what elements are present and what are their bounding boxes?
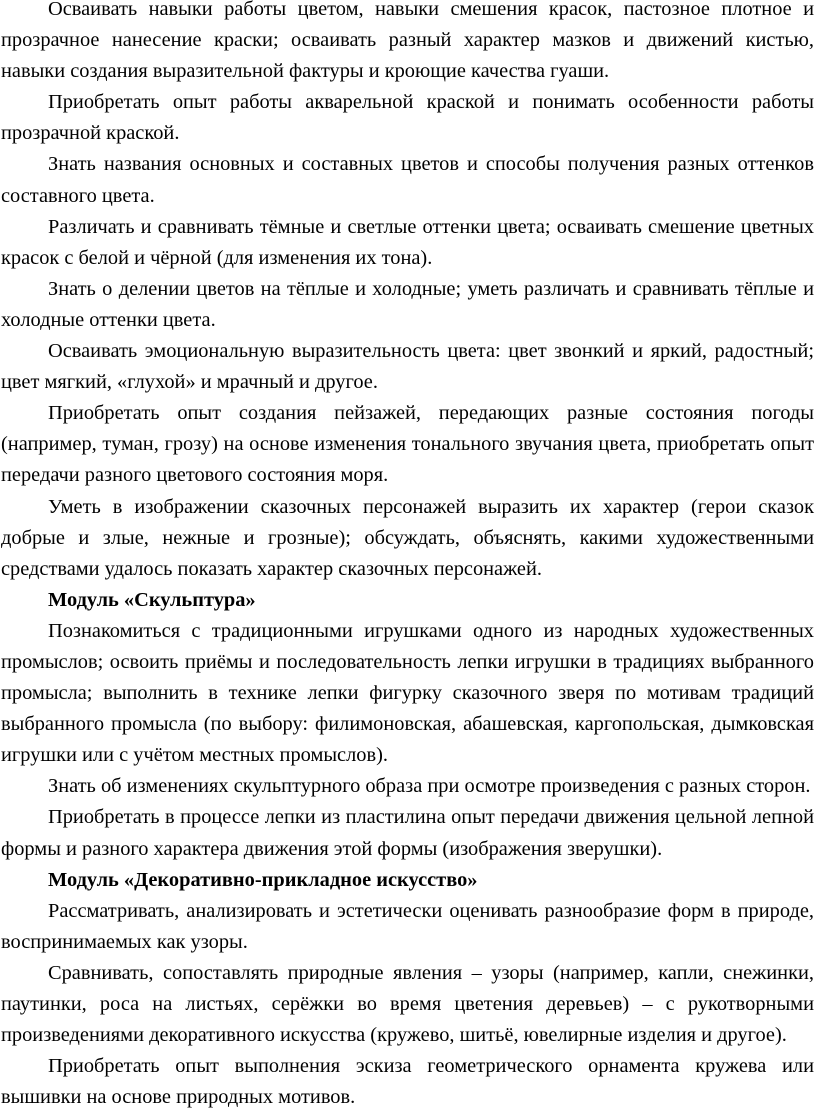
- paragraph-sculpture-sides: Знать об изменениях скульптурного образа при осмотре произведения с разных сторон.: [48, 775, 811, 798]
- paragraph-dark-light-shades: Различать и сравнивать тёмные и светлые оттенки цвета; осваивать смешение цветных красок с белой и чёрной (для изменения их тона).: [1, 215, 814, 269]
- paragraph-fairy-characters: Уметь в изображении сказочных персонажей выразить их характер (герои сказок добрые и злые, нежные и грозные); обсуждать, объяснять, какими художественными средствами удалось показать характер сказочных персонажей.: [1, 495, 814, 580]
- paragraph-color-names: Знать названия основных и составных цветов и способы получения разных оттенков составного цвета.: [1, 153, 814, 207]
- paragraph-folk-toys: Познакомиться с традиционными игрушками одного из народных художественных промыслов; освоить приёмы и последовательность лепки игрушки в традициях выбранного промысла; выполнить в технике лепки фигурку сказочного зверя по мотивам традиций выбранного промысла (по выбору: филимоновская, абашевская, каргопольская, дымковская игрушки или с учётом местных промыслов).: [1, 619, 814, 767]
- paragraph-emotional-color: Осваивать эмоциональную выразительность цвета: цвет звонкий и яркий, радостный; цвет мягкий, «глухой» и мрачный и другое.: [1, 340, 814, 394]
- paragraph-gouache-skills: Осваивать навыки работы цветом, навыки смешения красок, пастозное плотное и прозрачное нанесение краски; осваивать разный характер мазков и движений кистью, навыки создания выразительной фактуры и кроющие качества гуаши.: [1, 0, 814, 83]
- paragraph-landscapes: Приобретать опыт создания пейзажей, передающих разные состояния погоды (например, туман, грозу) на основе изменения тонального звучания цвета, приобретать опыт передачи разного цветового состояния моря.: [1, 402, 814, 487]
- paragraph-warm-cold-colors: Знать о делении цветов на тёплые и холодные; уметь различать и сравнивать тёплые и холодные оттенки цвета.: [1, 277, 814, 331]
- paragraph-plasticine-motion: Приобретать в процессе лепки из пластилина опыт передачи движения цельной лепной формы и разного характера движения этой формы (изображения зверушки).: [1, 806, 814, 860]
- paragraph-lace-ornament: Приобретать опыт выполнения эскиза геометрического орнамента кружева или вышивки на основе природных мотивов.: [1, 1055, 814, 1109]
- heading-sculpture-module: Модуль «Скульптура»: [48, 588, 256, 611]
- paragraph-watercolor: Приобретать опыт работы акварельной краской и понимать особенности работы прозрачной краской.: [1, 91, 814, 145]
- paragraph-nature-patterns: Рассматривать, анализировать и эстетически оценивать разнообразие форм в природе, воспринимаемых как узоры.: [1, 899, 814, 953]
- paragraph-compare-patterns: Сравнивать, сопоставлять природные явления – узоры (например, капли, снежинки, паутинки, роса на листьях, серёжки во время цветения деревьев) – с рукотворными произведениями декоративного искусства (кружево, шитьё, ювелирные изделия и другое).: [1, 961, 814, 1047]
- heading-decorative-module: Модуль «Декоративно-прикладное искусство»: [48, 868, 478, 891]
